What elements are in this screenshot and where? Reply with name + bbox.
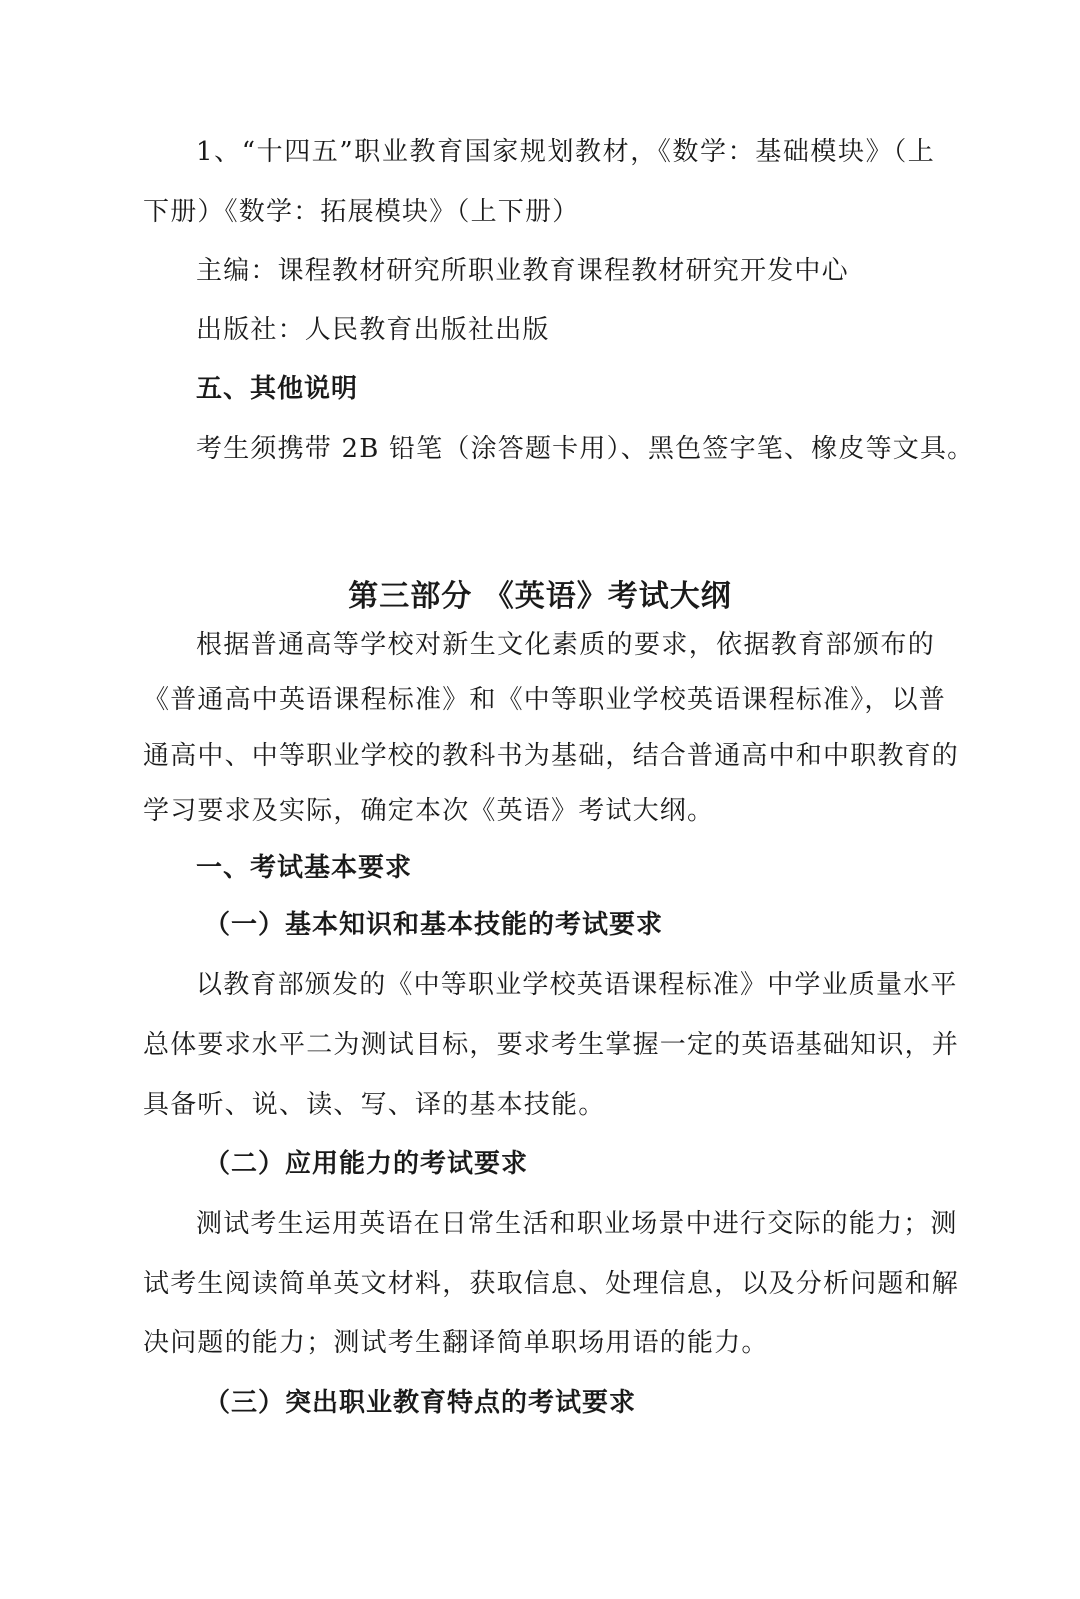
sub-2-heading: （二）应用能力的考试要求 [204, 1149, 529, 1179]
section-5-heading: 五、其他说明 [196, 374, 359, 404]
section-1-heading: 一、考试基本要求 [196, 853, 413, 883]
textbook-item-line-1: 1、“十四五”职业教育国家规划教材，《数学：基础模块》（上 [196, 137, 935, 167]
sub-1-line-3: 具备听、说、读、写、译的基本技能。 [143, 1090, 606, 1120]
sub-2-line-2: 试考生阅读简单英文材料，获取信息、处理信息，以及分析问题和解 [143, 1269, 960, 1299]
intro-line-3: 通高中、中等职业学校的教科书为基础，结合普通高中和中职教育的 [143, 741, 960, 771]
sub-1-line-1: 以教育部颁发的《中等职业学校英语课程标准》中学业质量水平 [196, 970, 958, 1000]
section-5-text: 考生须携带 2B 铅笔（涂答题卡用）、黑色签字笔、橡皮等文具。 [196, 434, 975, 464]
intro-line-4: 学习要求及实际，确定本次《英语》考试大纲。 [143, 796, 715, 826]
sub-1-line-2: 总体要求水平二为测试目标，要求考生掌握一定的英语基础知识，并 [143, 1030, 960, 1060]
textbook-publisher: 出版社：人民教育出版社出版 [196, 315, 550, 345]
sub-2-line-1: 测试考生运用英语在日常生活和职业场景中进行交际的能力；测 [196, 1209, 958, 1239]
sub-2-line-3: 决问题的能力；测试考生翻译简单职场用语的能力。 [143, 1328, 769, 1358]
textbook-editor: 主编：课程教材研究所职业教育课程教材研究开发中心 [196, 256, 849, 286]
intro-line-2: 《普通高中英语课程标准》和《中等职业学校英语课程标准》，以普 [143, 685, 947, 715]
textbook-item-line-2: 下册）《数学：拓展模块》（上下册） [143, 197, 580, 227]
part-3-title: 第三部分 《英语》考试大纲 [348, 579, 732, 614]
sub-3-heading: （三）突出职业教育特点的考试要求 [204, 1388, 637, 1418]
sub-1-heading: （一）基本知识和基本技能的考试要求 [204, 910, 664, 940]
intro-line-1: 根据普通高等学校对新生文化素质的要求，依据教育部颁布的 [196, 630, 935, 660]
